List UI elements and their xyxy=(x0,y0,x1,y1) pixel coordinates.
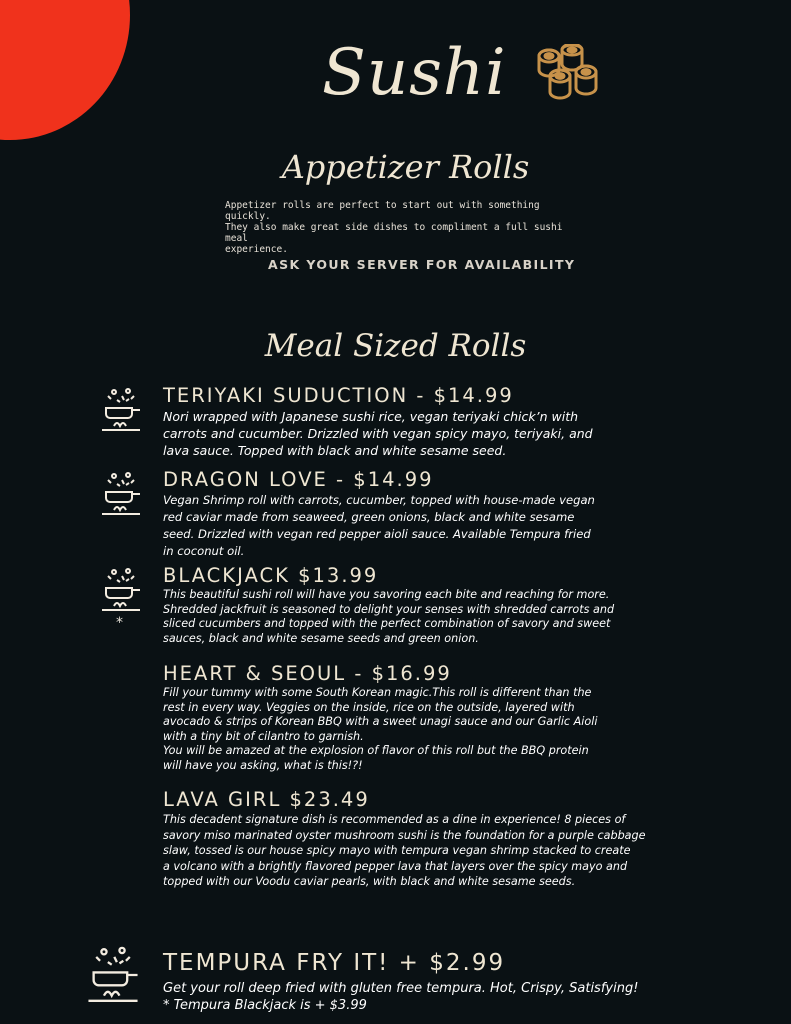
menu-item xyxy=(163,788,646,890)
frying-pan-icon xyxy=(100,470,142,518)
item-line: will have you asking, what is this!?! xyxy=(163,758,363,772)
item-line: with a tiny bit of cilantro to garnish. xyxy=(163,729,364,743)
item-name: DRAGON LOVE - $14.99 xyxy=(163,468,434,491)
item-description xyxy=(163,812,646,890)
meal-heading: Meal Sized Rolls xyxy=(264,328,527,364)
tempura-description xyxy=(163,980,638,1014)
item-line: Fill your tummy with some South Korean magic.This roll is different than the xyxy=(163,686,592,699)
description-line: They also make great side dishes to compliment a full sushi meal xyxy=(225,222,563,244)
menu-item xyxy=(163,468,595,560)
page-title: Sushi xyxy=(322,36,507,110)
item-line: You will be amazed at the explosion of flavor of this roll but the BBQ protein xyxy=(163,744,589,757)
item-description xyxy=(163,588,614,646)
sushi-rolls-icon xyxy=(536,44,604,102)
item-line: This beautiful sushi roll will have you savoring each bite and reaching for more. xyxy=(163,588,610,601)
tempura-line: * Tempura Blackjack is + $3.99 xyxy=(163,998,367,1013)
item-line: topped with our Voodu caviar pearls, with black and white sesame seeds. xyxy=(163,875,576,888)
frying-pan-icon xyxy=(100,386,142,434)
decorative-red-circle xyxy=(0,0,130,140)
item-line: in coconut oil. xyxy=(163,544,245,558)
tempura-addon xyxy=(163,950,638,1014)
description-line: experience. xyxy=(225,244,288,255)
item-name: BLACKJACK $13.99 xyxy=(163,564,379,587)
item-line: This decadent signature dish is recommended as a dine in experience! 8 pieces of xyxy=(163,813,626,826)
item-line: lava sauce. Topped with black and white sesame seed. xyxy=(163,443,507,458)
appetizer-heading: Appetizer Rolls xyxy=(281,148,530,186)
item-line: savory miso marinated oyster mushroom sushi is the foundation for a purple cabbage xyxy=(163,828,646,842)
item-name: HEART & SEOUL - $16.99 xyxy=(163,662,452,685)
menu-item xyxy=(163,384,593,459)
item-name: TERIYAKI SUDUCTION - $14.99 xyxy=(163,384,514,407)
item-line: sauces, black and white sesame seeds and green onion. xyxy=(163,631,479,645)
item-description xyxy=(163,686,597,773)
item-line: Nori wrapped with Japanese sushi rice, vegan teriyaki chick’n with xyxy=(163,409,579,424)
tempura-line: Get your roll deep fried with gluten free tempura. Hot, Crispy, Satisfying! xyxy=(163,981,639,996)
item-line: sliced cucumbers and topped with the perfect combination of savory and sweet xyxy=(163,617,611,630)
item-description xyxy=(163,408,593,459)
item-description xyxy=(163,492,595,560)
frying-pan-icon xyxy=(100,566,142,614)
item-name: LAVA GIRL $23.49 xyxy=(163,788,370,811)
item-line: avocado & strips of Korean BBQ with a sweet unagi sauce and our Garlic Aioli xyxy=(163,715,598,728)
tempura-name: TEMPURA FRY IT! + $2.99 xyxy=(163,950,506,976)
tempura-asterisk: * xyxy=(116,615,123,631)
item-line: red caviar made from seaweed, green onions, black and white sesame xyxy=(163,510,575,524)
item-line: a volcano with a brightly flavored pepper lava that layers over the spicy mayo and xyxy=(163,859,628,873)
availability-note: ASK YOUR SERVER FOR AVAILABILITY xyxy=(268,257,576,272)
item-line: Shredded jackfruit is seasoned to delight your senses with shredded carrots and xyxy=(163,602,615,616)
description-line: Appetizer rolls are perfect to start out with something quickly. xyxy=(225,200,540,222)
frying-pan-icon xyxy=(82,944,144,1006)
item-line: carrots and cucumber. Drizzled with vegan spicy mayo, teriyaki, and xyxy=(163,426,593,441)
appetizer-description xyxy=(225,200,585,255)
item-line: Vegan Shrimp roll with carrots, cucumber, topped with house-made vegan xyxy=(163,493,595,507)
item-line: seed. Drizzled with vegan red pepper aioli sauce. Available Tempura fried xyxy=(163,527,591,541)
menu-item xyxy=(163,564,614,646)
item-line: rest in every way. Veggies on the inside, rice on the outside, layered with xyxy=(163,700,575,714)
item-line: slaw, tossed is our house spicy mayo with tempura vegan shrimp stacked to create xyxy=(163,844,631,857)
menu-item xyxy=(163,662,597,773)
